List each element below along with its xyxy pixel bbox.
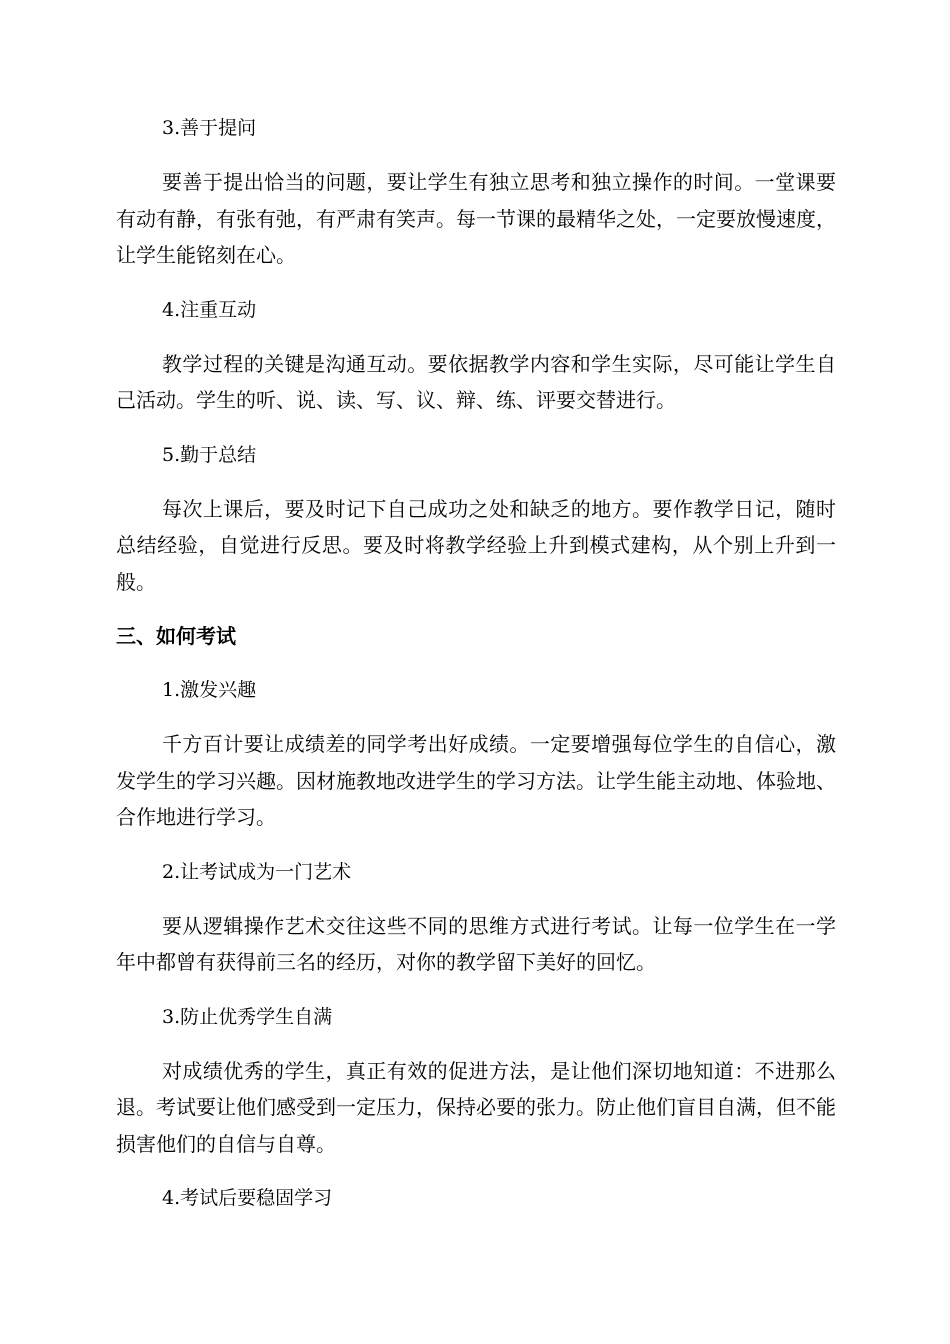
paragraph-art: 要从逻辑操作艺术交往这些不同的思维方式进行考试。让每一位学生在一学年中都曾有获得前三名的经历，对你的教学留下美好的回忆。 [116, 913, 836, 974]
subheading-interest: 1.激发兴趣 [162, 679, 257, 701]
paragraph-interest: 千方百计要让成绩差的同学考出好成绩。一定要增强每位学生的自信心，激发学生的学习兴趣。因材施教地改进学生的学习方法。让学生能主动地、体验地、合作地进行学习。 [116, 732, 836, 829]
paragraph-complacency: 对成绩优秀的学生，真正有效的促进方法，是让他们深切地知道：不进那么退。考试要让他们感受到一定压力，保持必要的张力。防止他们盲目自满，但不能损害他们的自信与自尊。 [116, 1058, 836, 1156]
subheading-interaction: 4.注重互动 [162, 298, 257, 321]
subheading-summary: 5.勤于总结 [162, 443, 257, 466]
subheading-complacency: 3.防止优秀学生自满 [162, 1005, 333, 1028]
subheading-questioning: 3.善于提问 [162, 117, 257, 139]
paragraph-questioning: 要善于提出恰当的问题，要让学生有独立思考和独立操作的时间。一堂课要有动有静，有张有弛，有严肃有笑声。每一节课的最精华之处，一定要放慢速度，让学生能铭刻在心。 [116, 170, 836, 267]
subheading-art: 2.让考试成为一门艺术 [162, 860, 352, 883]
document-page [116, 110, 836, 1216]
subheading-consolidate: 4.考试后要稳固学习 [162, 1187, 333, 1209]
paragraph-summary: 每次上课后，要及时记下自己成功之处和缺乏的地方。要作教学日记，随时总结经验，自觉进行反思。要及时将教学经验上升到模式建构，从个别上升到一般。 [116, 496, 836, 594]
section-heading-exams: 三、如何考试 [116, 624, 236, 648]
paragraph-interaction: 教学过程的关键是沟通互动。要依据教学内容和学生实际，尽可能让学生自己活动。学生的听、说、读、写、议、辩、练、评要交替进行。 [116, 351, 836, 412]
